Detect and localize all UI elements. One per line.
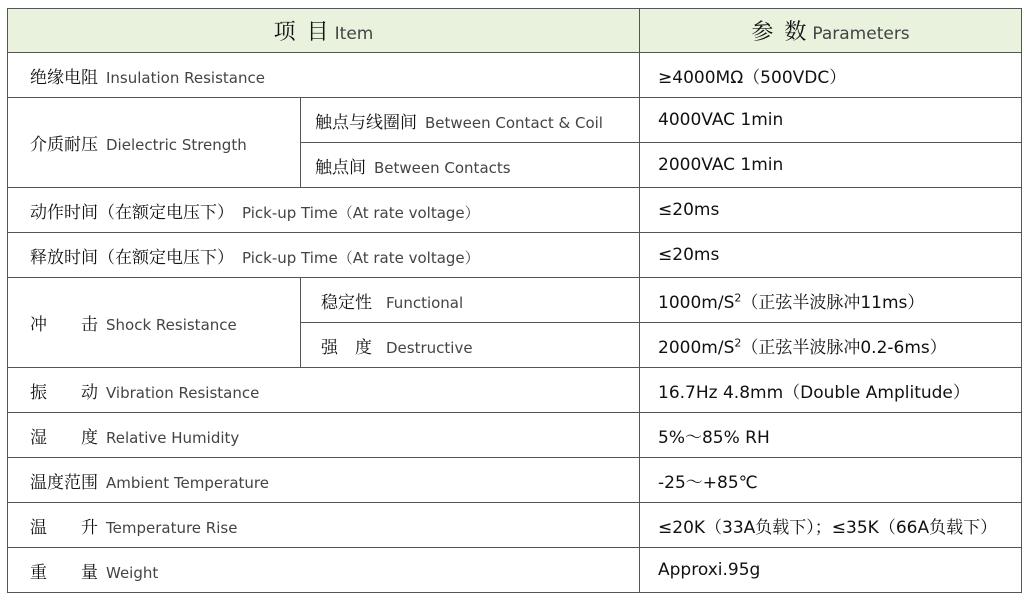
dielectric-sub1-value: 4000VAC 1min <box>640 98 1022 143</box>
spec-table <box>7 8 1022 593</box>
release-value: ≤20ms <box>640 233 1022 278</box>
dielectric-sub2-label: 触点间 Between Contacts <box>301 143 640 188</box>
weight-value: Approxi.95g <box>640 548 1022 593</box>
table-row-pickup <box>8 188 1022 233</box>
param-header-zh: 参 数 <box>751 20 809 45</box>
weight-label: 重 量 Weight <box>8 548 640 593</box>
param-header-en: Parameters <box>812 24 910 44</box>
item-header-en: Item <box>334 24 374 44</box>
humidity-label: 湿 度 Relative Humidity <box>8 413 640 458</box>
table-row-vibration <box>8 368 1022 413</box>
param-header <box>640 9 1022 53</box>
shock-sub2-value: $2000m/S^2$（正弦半波脉冲0.2-6ms） <box>640 323 1022 368</box>
table-row-release <box>8 233 1022 278</box>
table-row-weight <box>8 548 1022 593</box>
dielectric-label: 介质耐压 Dielectric Strength <box>8 98 301 188</box>
shock-sub2-label: 强 度 Destructive <box>301 323 640 368</box>
dielectric-sub2-value: 2000VAC 1min <box>640 143 1022 188</box>
insulation-label: 绝缘电阻 Insulation Resistance <box>8 53 640 98</box>
shock-sub1-value: $1000m/S^2$（正弦半波脉冲11ms） <box>640 278 1022 323</box>
temp-rise-value: ≤20K（33A负载下）；≤35K（66A负载下） <box>640 503 1022 548</box>
release-label: 释放时间（在额定电压下） Pick-up Time（At rate voltage） <box>8 233 640 278</box>
header-row <box>8 9 1022 53</box>
vibration-value: 16.7Hz 4.8mm（Double Amplitude） <box>640 368 1022 413</box>
table-row-ambient <box>8 458 1022 503</box>
vibration-label: 振 动 Vibration Resistance <box>8 368 640 413</box>
ambient-label: 温度范围 Ambient Temperature <box>8 458 640 503</box>
shock-sub1-label: 稳定性 Functional <box>301 278 640 323</box>
shock-label: 冲 击 Shock Resistance <box>8 278 301 368</box>
table-row-temp-rise <box>8 503 1022 548</box>
pickup-value: ≤20ms <box>640 188 1022 233</box>
table-row-dielectric-1 <box>8 98 1022 143</box>
item-header <box>8 9 640 53</box>
item-header-zh: 项 目 <box>273 20 331 45</box>
insulation-value: ≥4000MΩ（500VDC） <box>640 53 1022 98</box>
table-row-insulation <box>8 53 1022 98</box>
pickup-label: 动作时间（在额定电压下） Pick-up Time（At rate voltage） <box>8 188 640 233</box>
temp-rise-label: 温 升 Temperature Rise <box>8 503 640 548</box>
dielectric-sub1-label: 触点与线圈间 Between Contact & Coil <box>301 98 640 143</box>
table-row-humidity <box>8 413 1022 458</box>
table-row-shock-1 <box>8 278 1022 323</box>
humidity-value: 5%～85% RH <box>640 413 1022 458</box>
ambient-value: -25～+85℃ <box>640 458 1022 503</box>
